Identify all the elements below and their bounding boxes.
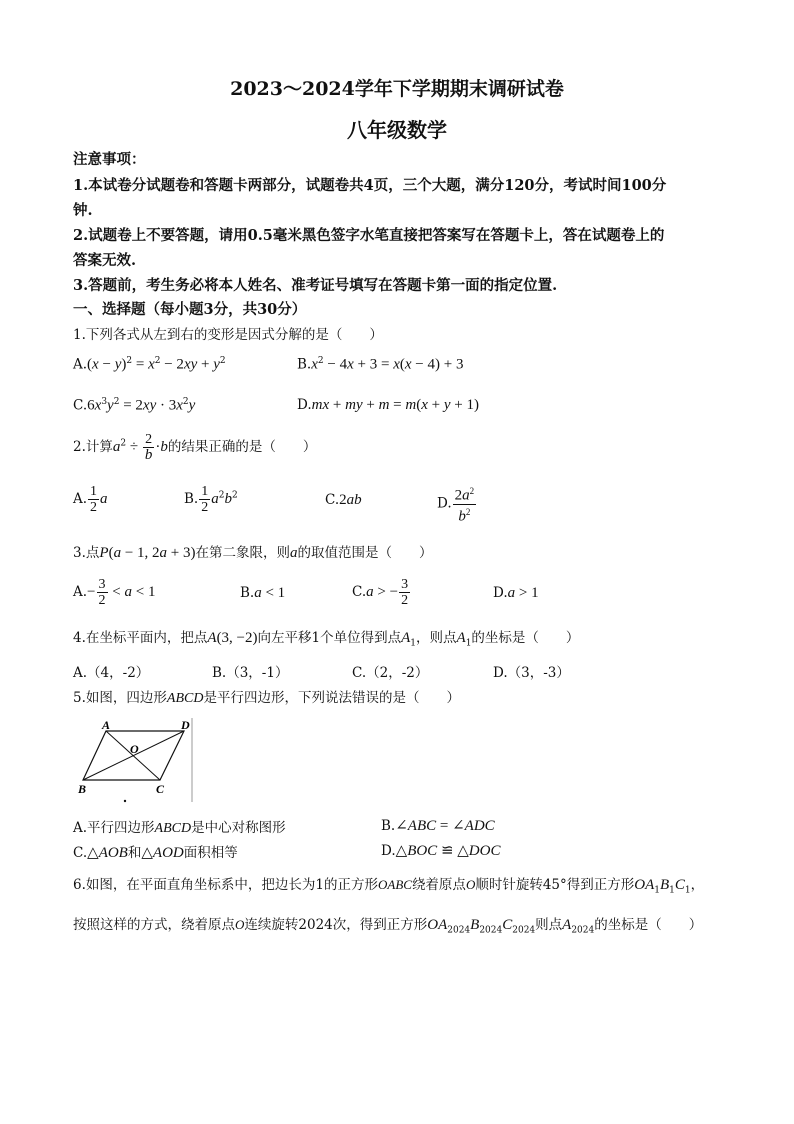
q2-option-b: B. $\frac{1}{2}$ $a^2b^2$ (184, 484, 238, 515)
q5-option-d: D.△BOC ≌ △DOC (381, 843, 501, 859)
note-2-line-2: 答案无效. (73, 252, 137, 269)
q6-line-2: 按照这样的方式，绕着原点O连续旋转2024次，得到正方形$OA_{2024}B_{2024}C_{2024}$则点$A_{2024}$的坐标是（ ） (73, 917, 703, 936)
q3-option-b: B.a < 1 (240, 585, 286, 601)
q4-option-a: A.（4，-2） (73, 665, 150, 681)
q4-stem: 4.在坐标平面内，把点A(3, −2)向左平移1个单位得到点$A_1$，则点$A_1$的坐标是（ ） (73, 630, 580, 649)
q1-option-b: $B.x^2 - 4x + 3 = x(x - 4) + 3$ (297, 356, 464, 373)
note-2-line-1: 2.试题卷上不要答题，请用0.5毫米黑色签字水笔直接把答案写在答题卡上，答在试题卷上的 (73, 227, 665, 244)
note-1-line-2: 钟. (73, 202, 93, 219)
q3-option-d: D.a > 1 (493, 585, 539, 601)
vertex-label-d: D (181, 718, 190, 732)
q1-option-d: D.mx + my + m = m(x + y + 1) (297, 397, 480, 413)
q4-option-b: B.（3，-1） (212, 665, 289, 681)
vertex-label-c: C (156, 782, 165, 796)
center-label-o: O (130, 742, 139, 756)
notes-heading: 注意事项： (73, 151, 146, 168)
q4-option-d: D.（3，-3） (493, 665, 570, 681)
exam-title: 2023～2024学年下学期期末调研试卷 (230, 78, 564, 100)
vertex-label-a: A (102, 718, 111, 732)
section-1-heading: 一、选择题（每小题3分，共30分） (73, 301, 307, 318)
q3-stem: 3.点P(a − 1, 2a + 3)在第二象限，则a的取值范围是（ ） (73, 545, 433, 561)
parallelogram-figure (74, 716, 204, 806)
note-3: 3.答题前，考生务必将本人姓名、准考证号填写在答题卡第一面的指定位置. (73, 277, 558, 294)
q5-option-c: C.△AOB和△AOD面积相等 (73, 845, 238, 861)
q2-option-c: C.2ab (325, 492, 362, 508)
vertex-label-b: B (78, 782, 87, 796)
q4-option-c: C.（2，-2） (352, 665, 429, 681)
exam-subtitle: 八年级数学 (347, 118, 447, 142)
q5-option-a: A.平行四边形ABCD是中心对称图形 (73, 820, 286, 836)
q5-option-b: B.∠ABC = ∠ADC (381, 818, 495, 834)
q5-stem: 5.如图，四边形ABCD是平行四边形，下列说法错误的是（ ） (73, 690, 460, 706)
note-1-line-1: 1.本试卷分试题卷和答题卡两部分，试题卷共4页，三个大题，满分120分，考试时间100分 (73, 177, 667, 194)
q2-option-d: D. $\frac{2a^2}{b^2}$ (437, 486, 475, 525)
q1-stem: 1.下列各式从左到右的变形是因式分解的是（ ） (73, 327, 383, 343)
q3-option-a: A.− $\frac{3}{2}$ < a < 1 (73, 577, 156, 608)
q6-line-1: 6.如图，在平面直角坐标系中，把边长为1的正方形OABC绕着原点O顺时针旋转45°得到正方形$OA_1B_1C_1$， (73, 877, 705, 896)
q2-option-a: A. $\frac{1}{2}$ a (73, 484, 108, 515)
q1-option-c: $C.6x^3y^2 = 2xy \cdot 3x^2y$ (73, 397, 196, 414)
q3-option-c: C.a > − $\frac{3}{2}$ (352, 577, 409, 608)
q2-stem: 2.计算$a^2$ ÷ $\frac{2}{b}$ ·b的结果正确的是（ ） (73, 432, 317, 463)
q1-option-a: $A.(x - y)^2 = x^2 - 2xy + y^2$ (73, 356, 226, 373)
